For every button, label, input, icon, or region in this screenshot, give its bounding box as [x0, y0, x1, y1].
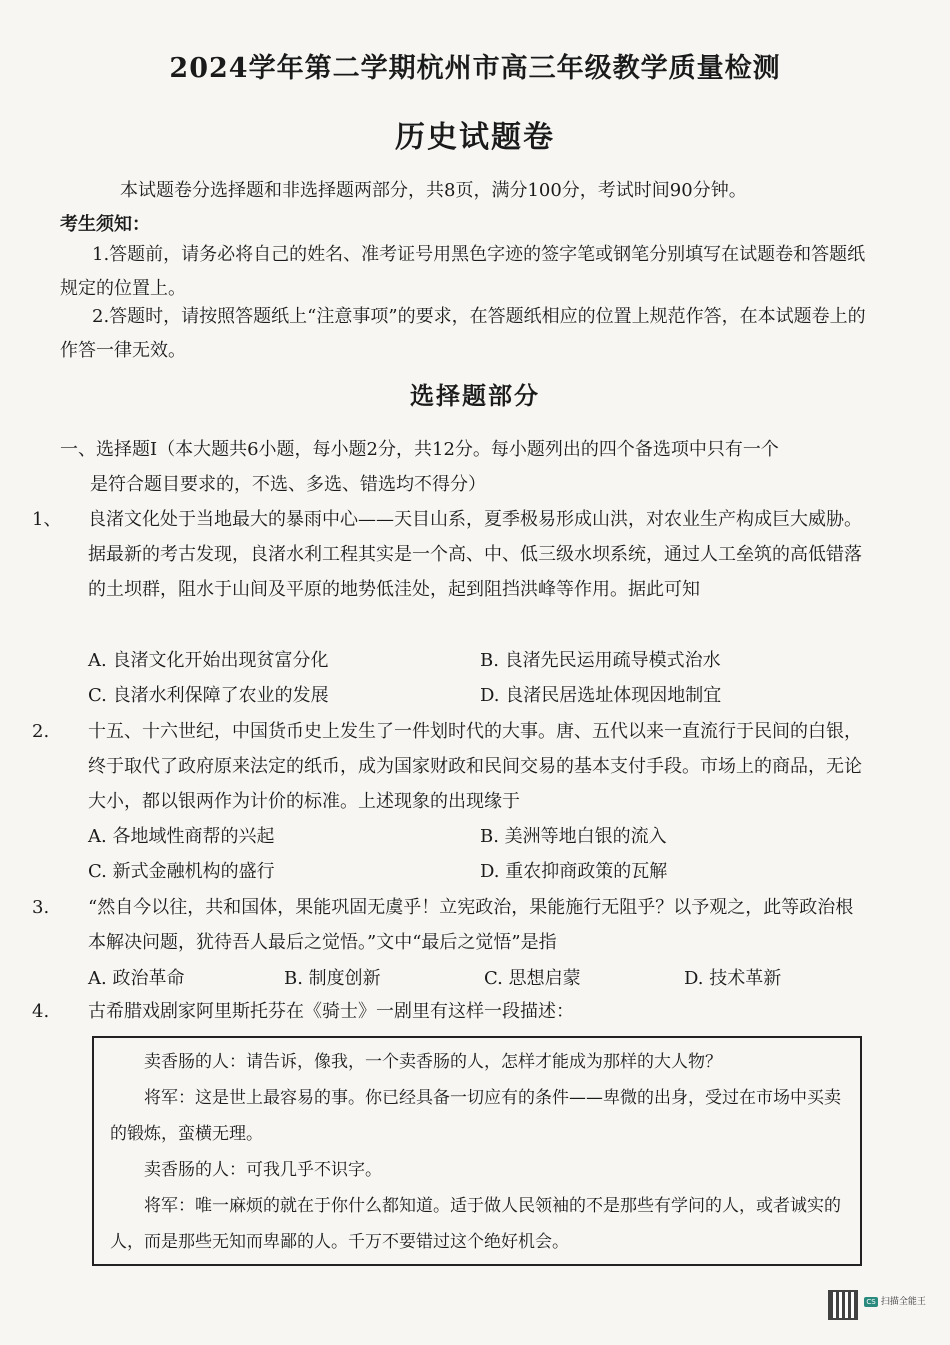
- q3-option-c[interactable]: C. 思想启蒙: [484, 968, 581, 989]
- question-4-number: 4.: [32, 1001, 50, 1022]
- paper-subtitle: 历史试题卷: [395, 120, 555, 155]
- qr-code-icon: [828, 1290, 858, 1320]
- notice-item-1: 1.答题前，请务必将自己的姓名、准考证号用黑色字迹的签字笔或钢笔分别填写在试题卷和答题纸规定的位置上。: [60, 244, 866, 299]
- q1-option-d[interactable]: D. 良渚民居选址体现因地制宜: [480, 685, 722, 706]
- notice-heading: 考生须知：: [60, 214, 150, 235]
- q1-option-a[interactable]: A. 良渚文化开始出现贫富分化: [88, 650, 329, 671]
- part-line-2: 是符合题目要求的，不选、多选、错选均不得分）: [90, 474, 486, 495]
- q2-option-b[interactable]: B. 美洲等地白银的流入: [480, 826, 667, 847]
- quote-line-3: 卖香肠的人：可我几乎不识字。: [144, 1160, 382, 1180]
- question-1-text: 良渚文化处于当地最大的暴雨中心——天目山系，夏季极易形成山洪，对农业生产构成巨大威胁。据最新的考古发现，良渚水利工程其实是一个高、中、低三级水坝系统，通过人工垒筑的高低错落的土坝群，阻水于山间及平原的地势低洼处，起到阻挡洪峰等作用。据此可知: [88, 509, 862, 600]
- question-3: [32, 890, 870, 960]
- question-3-stem: [32, 890, 870, 960]
- question-2-stem: [32, 714, 870, 819]
- question-3-text: “然自今以往，共和国体，果能巩固无虞乎！立宪政治，果能施行无阻乎？以予观之，此等政治根本解决问题，犹待吾人最后之觉悟。”文中“最后之觉悟”是指: [88, 897, 854, 953]
- question-2-number: 2.: [32, 721, 50, 742]
- question-1-stem: [32, 502, 870, 607]
- q3-option-d[interactable]: D. 技术革新: [684, 968, 782, 989]
- question-3-number: 3.: [32, 897, 50, 918]
- question-4: [32, 994, 870, 1029]
- intro-text: 本试题卷分选择题和非选择题两部分，共8页，满分100分，考试时间90分钟。: [120, 180, 747, 201]
- part-line-1: 一、选择题Ⅰ（本大题共6小题，每小题2分，共12分。每小题列出的四个备选项中只有一个: [60, 439, 779, 460]
- question-1-number: 1、: [32, 509, 62, 530]
- question-2: [32, 714, 870, 819]
- scanner-watermark: [864, 1294, 934, 1322]
- notice-item-2: 2.答题时，请按照答题纸上“注意事项”的要求，在答题纸相应的位置上规范作答，在本试题卷上的作答一律无效。: [60, 306, 866, 361]
- question-1: [32, 502, 870, 607]
- quote-box: [92, 1036, 862, 1266]
- scanner-brand-text: 扫描全能王: [880, 1297, 926, 1307]
- question-4-text: 古希腊戏剧家阿里斯托芬在《骑士》一剧里有这样一段描述：: [88, 1001, 574, 1022]
- q1-option-c[interactable]: C. 良渚水利保障了农业的发展: [88, 685, 329, 706]
- quote-line-1: 卖香肠的人：请告诉，像我，一个卖香肠的人，怎样才能成为那样的大人物？: [144, 1052, 722, 1072]
- q3-option-b[interactable]: B. 制度创新: [284, 968, 381, 989]
- part-instructions: [60, 432, 870, 502]
- camscanner-logo-icon: CS: [864, 1297, 878, 1307]
- q3-option-a[interactable]: A. 政治革命: [88, 968, 185, 989]
- quote-line-4: 将军：唯一麻烦的就在于你什么都知道。适于做人民领袖的不是那些有学问的人，或者诚实的人，而是那些无知而卑鄙的人。千万不要错过这个绝好机会。: [110, 1196, 841, 1252]
- q2-option-a[interactable]: A. 各地域性商帮的兴起: [88, 826, 275, 847]
- q1-option-b[interactable]: B. 良渚先民运用疏导模式治水: [480, 650, 721, 671]
- question-4-stem: [32, 994, 870, 1029]
- question-2-text: 十五、十六世纪，中国货币史上发生了一件划时代的大事。唐、五代以来一直流行于民间的白银，终于取代了政府原来法定的纸币，成为国家财政和民间交易的基本支付手段。市场上的商品，无论大小，都以银两作为计价的标准。上述现象的出现缘于: [88, 721, 862, 812]
- section-title: 选择题部分: [410, 381, 540, 410]
- exam-title: 2024学年第二学期杭州市高三年级教学质量检测: [169, 53, 781, 84]
- q2-option-d[interactable]: D. 重农抑商政策的瓦解: [480, 861, 668, 882]
- q2-option-c[interactable]: C. 新式金融机构的盛行: [88, 861, 275, 882]
- quote-line-2: 将军：这是世上最容易的事。你已经具备一切应有的条件——卑微的出身，受过在市场中买卖的锻炼，蛮横无理。: [110, 1088, 841, 1144]
